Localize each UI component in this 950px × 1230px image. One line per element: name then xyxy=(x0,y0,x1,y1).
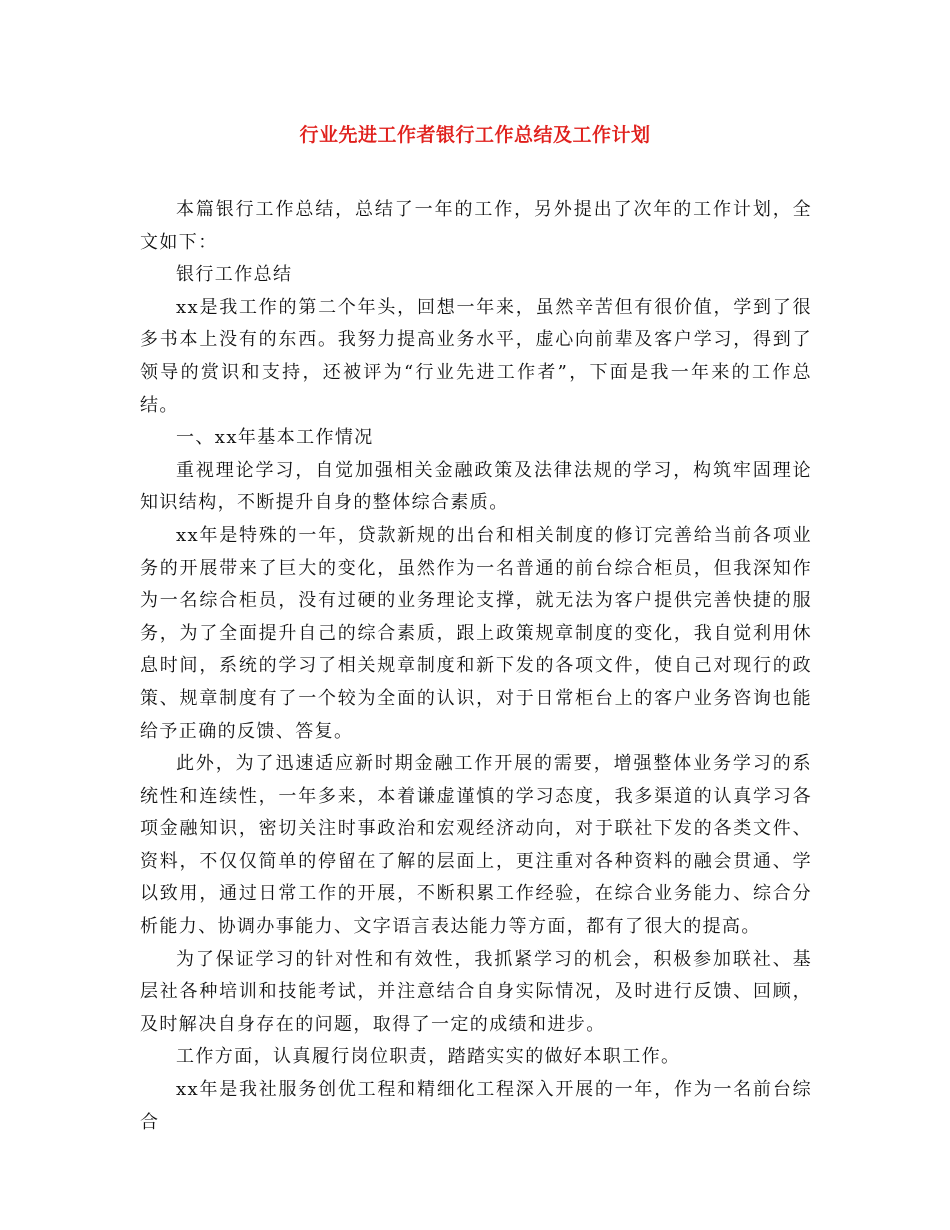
paragraph-intro: 本篇银行工作总结，总结了一年的工作，另外提出了次年的工作计划，全文如下： xyxy=(140,199,812,253)
paragraph-theory-study: 重视理论学习，自觉加强相关金融政策及法律法规的学习，构筑牢固理论知识结构，不断提升自身的整体综合素质。 xyxy=(140,459,812,514)
paragraph-service-project: xx年是我社服务创优工程和精细化工程深入开展的一年，作为一名前台综合 xyxy=(140,1079,812,1133)
paragraph-special-year: xx年是特殊的一年，贷款新规的出台和相关制度的修订完善给当前各项业务的开展带来了巨大的变化，虽然作为一名普通的前台综合柜员，但我深知作为一名综合柜员，没有过硬的业务理论支撑，就无法为客户提供完善快捷的服务，为了全面提升自己的综合素质，跟上政策规章制度的变化，我自觉利用休息时间，系统的学习了相关规章制度和新下发的各项文件，使自己对现行的政策、规章制度有了一个较为全面的认识，对于日常柜台上的客户业务咨询也能给予正确的反馈、答复。 xyxy=(140,524,812,742)
section-heading-basic-work: 一、xx年基本工作情况 xyxy=(176,427,374,449)
document-title: 行业先进工作者银行工作总结及工作计划 xyxy=(299,124,651,146)
document-body xyxy=(140,194,812,1139)
section-heading-summary: 银行工作总结 xyxy=(176,264,293,286)
paragraph-overview: xx是我工作的第二个年头，回想一年来，虽然辛苦但有很价值，学到了很多书本上没有的东西。我努力提高业务水平，虚心向前辈及客户学习，得到了领导的赏识和支持，还被评为“行业先进工作者”，下面是我一年来的工作总结。 xyxy=(140,296,812,416)
paragraph-adaptation: 此外，为了迅速适应新时期金融工作开展的需要，增强整体业务学习的系统性和连续性，一年多来，本着谦虚谨慎的学习态度，我多渠道的认真学习各项金融知识，密切关注时事政治和宏观经济动向，对于联社下发的各类文件、资料，不仅仅简单的停留在了解的层面上，更注重对各种资料的融会贯通、学以致用，通过日常工作的开展，不断积累工作经验，在综合业务能力、综合分析能力、协调办事能力、文字语言表达能力等方面，都有了很大的提高。 xyxy=(140,753,812,938)
paragraph-duties: 工作方面，认真履行岗位职责，踏踏实实的做好本职工作。 xyxy=(176,1046,681,1068)
paragraph-training: 为了保证学习的针对性和有效性，我抓紧学习的机会，积极参加联社、基层社各种培训和技能考试，并注意结合自身实际情况，及时进行反馈、回顾，及时解决自身存在的问题，取得了一定的成绩和进步。 xyxy=(140,948,812,1035)
